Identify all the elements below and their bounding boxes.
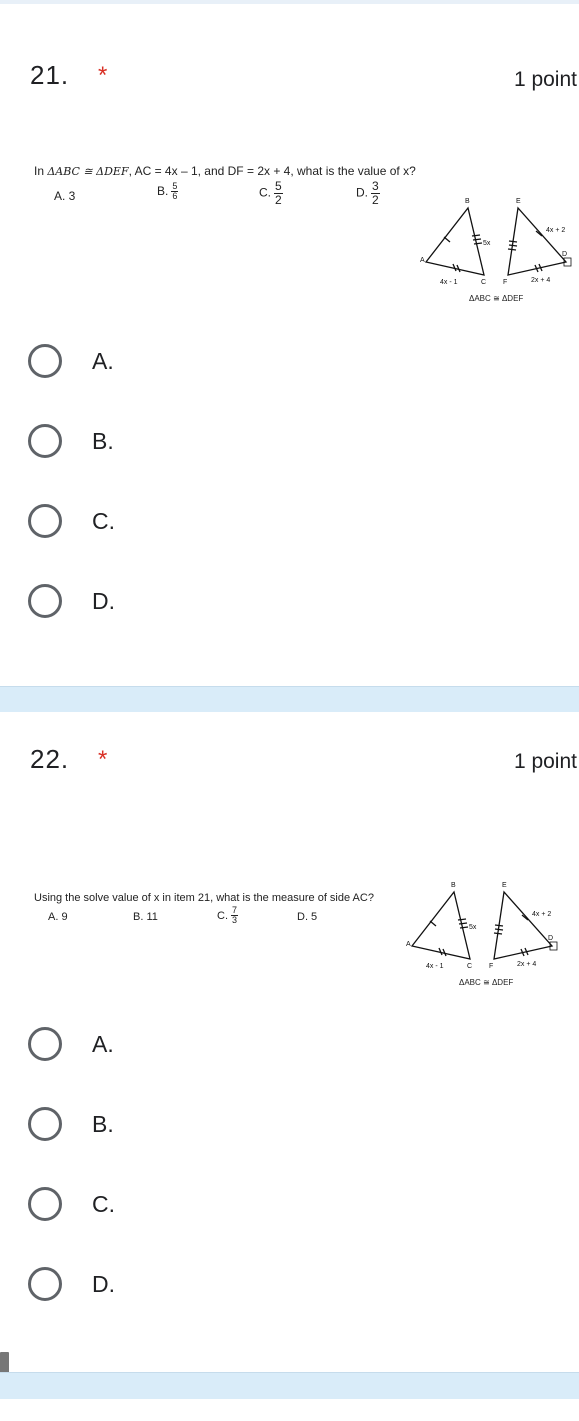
question-card-21 [0,4,579,686]
points-label: 1 point [513,68,577,91]
option-d[interactable] [28,581,115,621]
option-label: D. [92,587,115,614]
radio-button[interactable] [28,584,62,618]
points-label: 1 point [513,750,577,773]
section-divider [0,1372,579,1400]
vertex-label: B [465,198,470,205]
option-b[interactable] [28,1104,114,1144]
question-number: 21. [30,60,70,90]
option-c[interactable] [28,1184,115,1224]
triangle-abc [426,208,484,275]
option-label: B. [92,1110,114,1137]
option-d[interactable] [28,1264,115,1304]
radio-button[interactable] [28,1267,62,1301]
radio-button[interactable] [28,424,62,458]
vertex-label: A [420,257,425,264]
choice-d-text: D. $\frac{3}{2}$ [356,179,379,207]
scrollbar-handle[interactable] [0,1352,9,1374]
side-label: 5x [469,924,477,931]
vertex-label: D [562,251,568,258]
question-text: Using the solve value of x in item 21, what is the measure of side AC? [34,892,374,904]
required-asterisk: * [98,62,108,89]
vertex-label: E [502,882,507,889]
vertex-label: F [489,963,494,970]
question-number: 22. [30,744,70,774]
triangle-abc [412,892,470,959]
vertex-label: D [548,935,554,942]
side-label: 5x [483,240,491,247]
figure-caption: ΔABC ≅ ΔDEF [459,978,514,987]
option-c[interactable] [28,501,115,541]
vertex-label: F [503,279,508,286]
option-a[interactable] [28,1024,114,1064]
choice-b-text: B. $\frac{5}{6}$ [157,181,178,202]
page-bottom [0,1399,579,1421]
question-text: In ΔABC ≅ ΔDEF, AC = 4x – 1, and DF = 2x + 4, what is the value of x? [34,164,416,178]
choice-d-text: D. 5 [297,911,318,923]
side-label: 4x + 2 [532,911,552,918]
congruence-statement: ΔABC ≅ ΔDEF [47,165,129,178]
option-label: C. [92,1190,115,1217]
radio-button[interactable] [28,1187,62,1221]
side-label: 2x + 4 [531,277,551,284]
option-a[interactable] [28,341,114,381]
side-label: 4x + 2 [546,227,566,234]
option-label: D. [92,1270,115,1297]
radio-button[interactable] [28,1027,62,1061]
vertex-label: B [451,882,456,889]
side-label: 2x + 4 [517,961,537,968]
side-label: 4x - 1 [426,963,444,970]
option-label: C. [92,507,115,534]
vertex-label: C [467,963,473,970]
triangle-figure [398,874,570,974]
radio-button[interactable] [28,1107,62,1141]
option-label: A. [92,347,114,374]
vertex-label: E [516,198,521,205]
radio-button[interactable] [28,344,62,378]
question-card-22 [0,712,579,1372]
option-label: A. [92,1030,114,1057]
required-asterisk: * [98,746,108,773]
choice-b-text: B. 11 [133,911,158,923]
option-b[interactable] [28,421,114,461]
vertex-label: C [481,279,487,286]
radio-button[interactable] [28,504,62,538]
choice-a-text: A. 9 [48,911,68,923]
figure-caption: ΔABC ≅ ΔDEF [469,294,524,303]
section-divider [0,686,579,713]
option-label: B. [92,427,114,454]
side-label: 4x - 1 [440,279,458,286]
vertex-label: A [406,941,411,948]
choice-c-text: C. $\frac{7}{3}$ [217,905,238,926]
choice-c-text: C. $\frac{5}{2}$ [259,179,282,207]
choice-a-text: A. 3 [54,189,76,203]
triangle-figure [418,190,578,290]
